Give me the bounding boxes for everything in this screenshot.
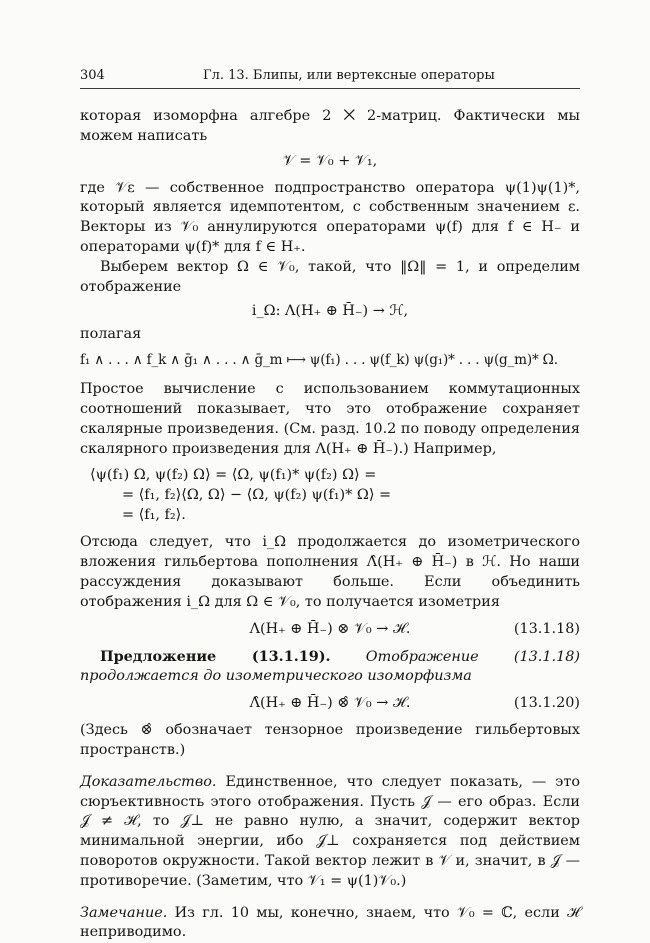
equation-5-row [80,619,580,639]
paragraph-5: Простое вычисление с использованием коммутационных соотношений показывает, что это отображение сохраняет скалярные произведения. (См. разд. 10.2 по поводу определения скалярного произведения для Λ(H₊ ⊕ H̄₋).) Например, [80,381,580,457]
equation-5-label: (13.1.18) [513,620,580,637]
equation-3: f₁ ∧ . . . ∧ f_k ∧ ḡ₁ ∧ . . . ∧ ḡ_m ⟼ ψ(f₁) . . . ψ(f_k) ψ(g₁)* . . . ψ(g_m)* Ω. [80,352,558,369]
equation-5: Λ(H₊ ⊕ H̄₋) ⊗ 𝒱₀ → ℋ. [249,620,411,637]
running-title: Гл. 13. Блипы, или вертексные операторы [203,68,495,83]
paragraph-6: Отсюда следует, что i_Ω продолжается до изометрического вложения гильбертова пополнения Λ̂(H₊ ⊕ H̄₋) в ℋ. Но наши рассуждения доказывают больше. Если объединить отображения i_Ω для Ω ∈ 𝒱₀, то получается изометрия [80,534,580,610]
equation-6: Λ̂(H₊ ⊕ H̄₋) ⊗̂ 𝒱₀ → ℋ. [249,695,411,712]
paragraph-1: которая изоморфна алгебре 2 ⨉ 2-матриц. Фактически мы можем написать [80,108,580,144]
book-page [80,66,580,943]
equation-4-line-1: ⟨ψ(f₁) Ω, ψ(f₂) Ω⟩ = ⟨Ω, ψ(f₁)* ψ(f₂) Ω⟩ = [90,467,377,484]
proof-text: Единственное, что следует показать, — это сюръективность этого отображения. Пусть 𝒥 — его образ. Если 𝒥 ≠ ℋ, то 𝒥⊥ не равно нулю, а значит, содержит вектор минимальной энергии, ибо 𝒥⊥ сохраняется под действием поворотов окружности. Такой вектор лежит в 𝒱 и, значит, в 𝒥 — противоречие. (Заметим, что 𝒱₁ = ψ(1)𝒱₀.) [80,773,580,889]
equation-1: 𝒱 = 𝒱₀ + 𝒱₁, [282,152,378,169]
equation-4-line-2: = ⟨f₁, f₂⟩⟨Ω, Ω⟩ − ⟨Ω, ψ(f₂) ψ(f₁)* Ω⟩ = [122,487,392,504]
remark-text: Из гл. 10 мы, конечно, знаем, что 𝒱₀ = ℂ, если ℋ неприводимо. [80,904,580,941]
equation-4-line-3: = ⟨f₁, f₂⟩. [122,507,186,524]
remark [80,904,580,943]
equation-6-row [80,693,580,713]
paragraph-4: полагая [80,326,142,343]
proof-label: Доказательство. [80,773,217,790]
equation-block-4 [80,465,580,525]
proof [80,773,580,892]
proposition-text: Отображение (13.1.18) продолжается до изометрического изоморфизма [80,648,580,685]
equation-6-label: (13.1.20) [513,695,580,712]
paragraph-3: Выберем вектор Ω ∈ 𝒱₀, такой, что ‖Ω‖ = 1, и определим отображение [80,258,580,295]
paragraph-7: (Здесь ⊗̂ обозначает тензорное произведение гильбертовых пространств.) [80,722,580,758]
paragraph-2: где 𝒱ε — собственное подпространство оператора ψ(1)ψ(1)*, который является идемпотентом, с собственным значением ε. Векторы из 𝒱₀ аннулируются операторами ψ(f) для f ∈ H₋ и операторами ψ(f)* для f ∈ H₊. [80,179,580,255]
remark-label: Замечание. [80,904,168,921]
proposition [80,647,580,688]
proposition-title: Предложение (13.1.19). [100,647,331,665]
page-header [80,66,580,89]
equation-2: i_Ω: Λ(H₊ ⊕ H̄₋) → ℋ, [251,303,409,320]
page-number: 304 [80,68,105,83]
